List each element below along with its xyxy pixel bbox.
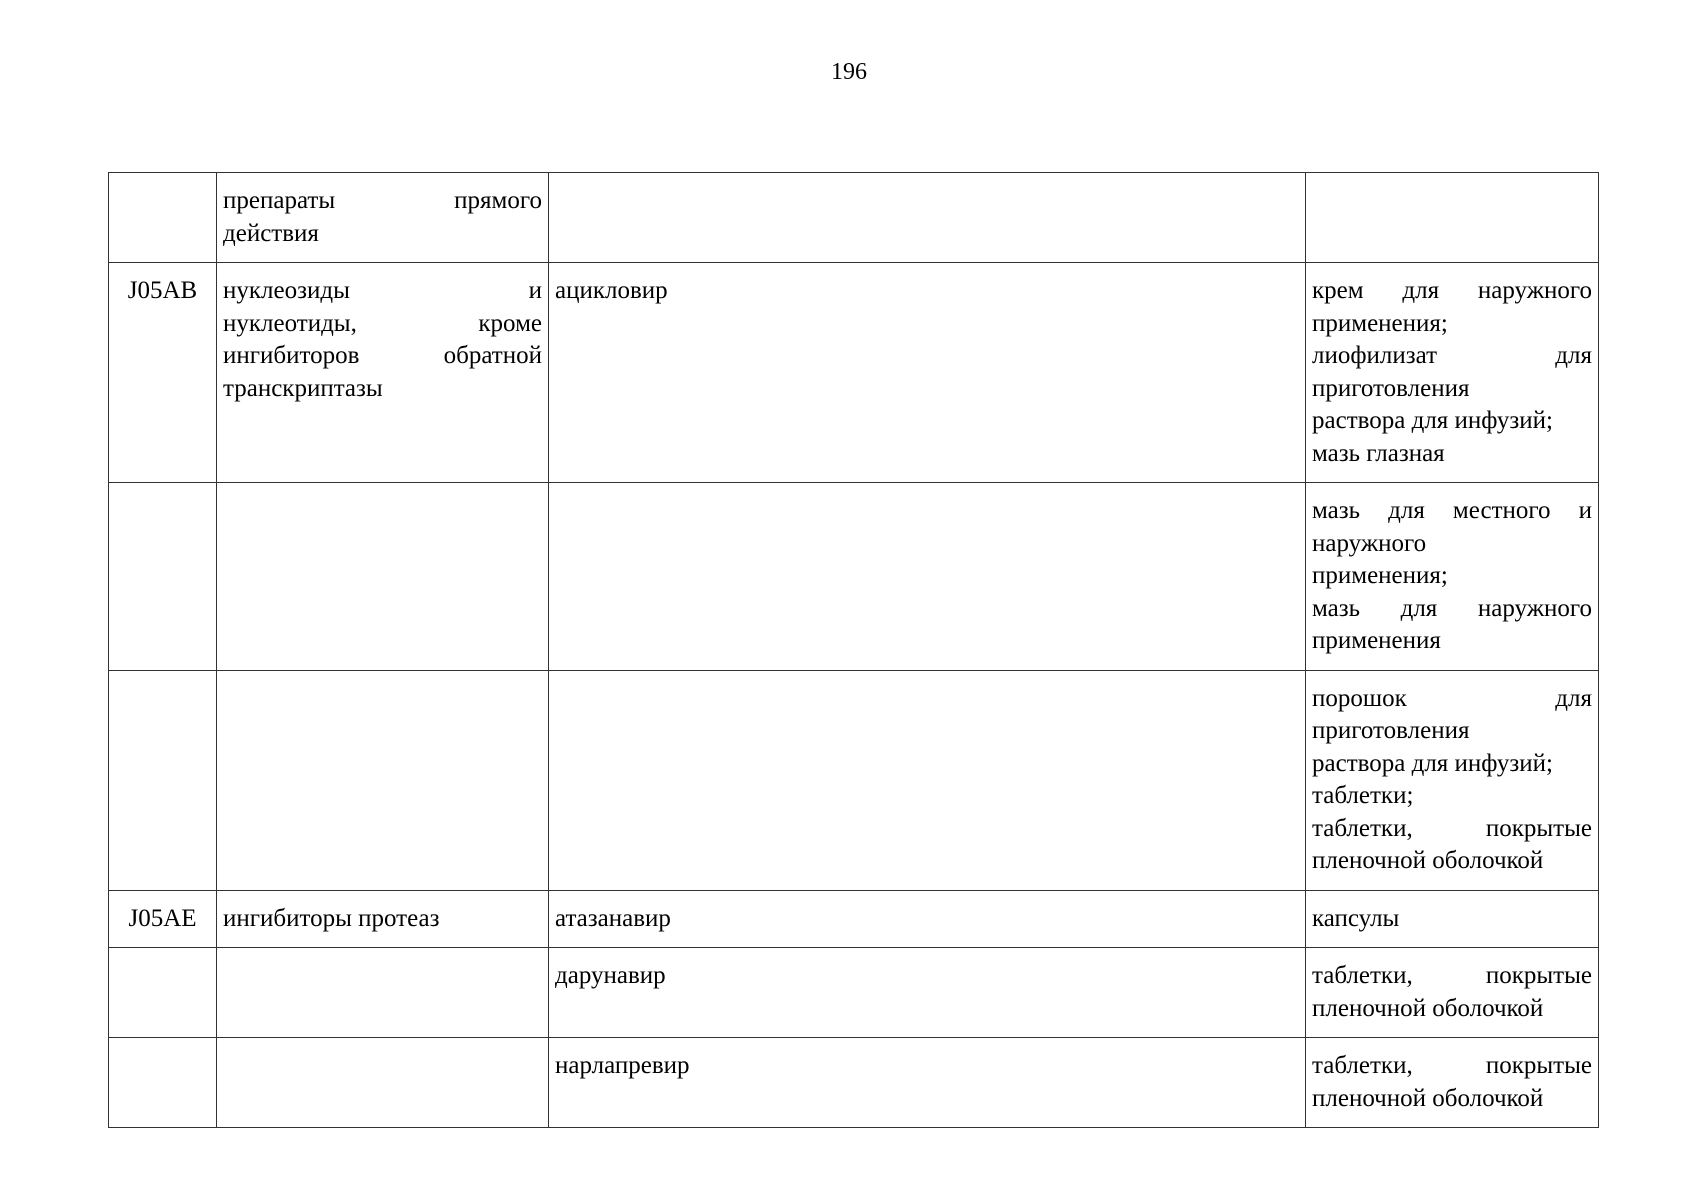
group-cell	[217, 948, 549, 1038]
table-row	[109, 483, 1599, 671]
table-row	[109, 890, 1599, 948]
group-cell	[217, 670, 549, 890]
dosage-form-line: раствора для инфузий;	[1312, 749, 1553, 777]
atc-code-cell	[109, 948, 217, 1038]
table-row	[109, 670, 1599, 890]
atc-code-cell	[109, 670, 217, 890]
dosage-form-cell	[1306, 1038, 1599, 1128]
table-row	[109, 948, 1599, 1038]
dosage-form-line: раствора для инфузий;	[1312, 407, 1553, 434]
dosage-form-line: применения	[1312, 627, 1441, 654]
drug-name-cell: нарлапревир	[549, 1038, 1306, 1128]
page-number: 196	[831, 59, 867, 85]
dosage-form-line: применения;	[1312, 309, 1448, 337]
group-line: ингибиторов обратной	[223, 342, 542, 369]
dosage-form-line: применения;	[1312, 562, 1448, 589]
dosage-form-line: мазь глазная	[1312, 439, 1445, 467]
drug-name-cell	[549, 173, 1306, 263]
drug-table	[108, 172, 1599, 1128]
dosage-form-cell	[1306, 670, 1599, 890]
dosage-form-line: приготовления	[1312, 374, 1470, 402]
dosage-form-line: порошок для	[1312, 684, 1592, 712]
group-line: транскриптазы	[223, 374, 383, 402]
dosage-form-line: лиофилизат для	[1312, 342, 1592, 369]
dosage-form-line: таблетки;	[1312, 782, 1414, 809]
dosage-form-cell	[1306, 263, 1599, 483]
table-row	[109, 263, 1599, 483]
dosage-form-line: таблетки, покрытые	[1312, 1052, 1592, 1079]
drug-name-cell	[549, 483, 1306, 671]
dosage-form-line: пленочной оболочкой	[1312, 1084, 1544, 1112]
drug-name-cell: ацикловир	[549, 263, 1306, 483]
dosage-form-line: мазь для местного и	[1312, 497, 1592, 524]
dosage-form-line: мазь для наружного	[1312, 594, 1592, 622]
drug-name-cell: атазанавир	[549, 890, 1306, 948]
dosage-form-line: пленочной оболочкой	[1312, 847, 1544, 874]
atc-code-cell	[109, 483, 217, 671]
group-line: препараты прямого	[223, 187, 542, 214]
dosage-form-cell	[1306, 483, 1599, 671]
dosage-form-cell	[1306, 173, 1599, 263]
group-line: нуклеотиды, кроме	[223, 309, 542, 337]
atc-code-cell	[109, 173, 217, 263]
group-cell	[217, 483, 549, 671]
dosage-form-line: наружного	[1312, 529, 1427, 557]
group-cell	[217, 263, 549, 483]
atc-code-cell: J05AB	[109, 263, 217, 483]
atc-code-cell	[109, 1038, 217, 1128]
dosage-form-line: крем для наружного	[1312, 277, 1592, 304]
drug-name-cell	[549, 670, 1306, 890]
group-cell	[217, 173, 549, 263]
table-row	[109, 1038, 1599, 1128]
dosage-form-line: пленочной оболочкой	[1312, 994, 1544, 1022]
group-line: нуклеозиды и	[223, 277, 542, 304]
drug-name-cell: дарунавир	[549, 948, 1306, 1038]
table-row	[109, 173, 1599, 263]
dosage-form-line: таблетки, покрытые	[1312, 814, 1592, 842]
group-cell: ингибиторы протеаз	[217, 890, 549, 948]
atc-code-cell: J05AE	[109, 890, 217, 948]
dosage-form-line: приготовления	[1312, 717, 1470, 744]
dosage-form-cell: капсулы	[1306, 890, 1599, 948]
group-line: действия	[223, 219, 319, 247]
dosage-form-line: таблетки, покрытые	[1312, 962, 1592, 989]
dosage-form-cell	[1306, 948, 1599, 1038]
group-cell	[217, 1038, 549, 1128]
